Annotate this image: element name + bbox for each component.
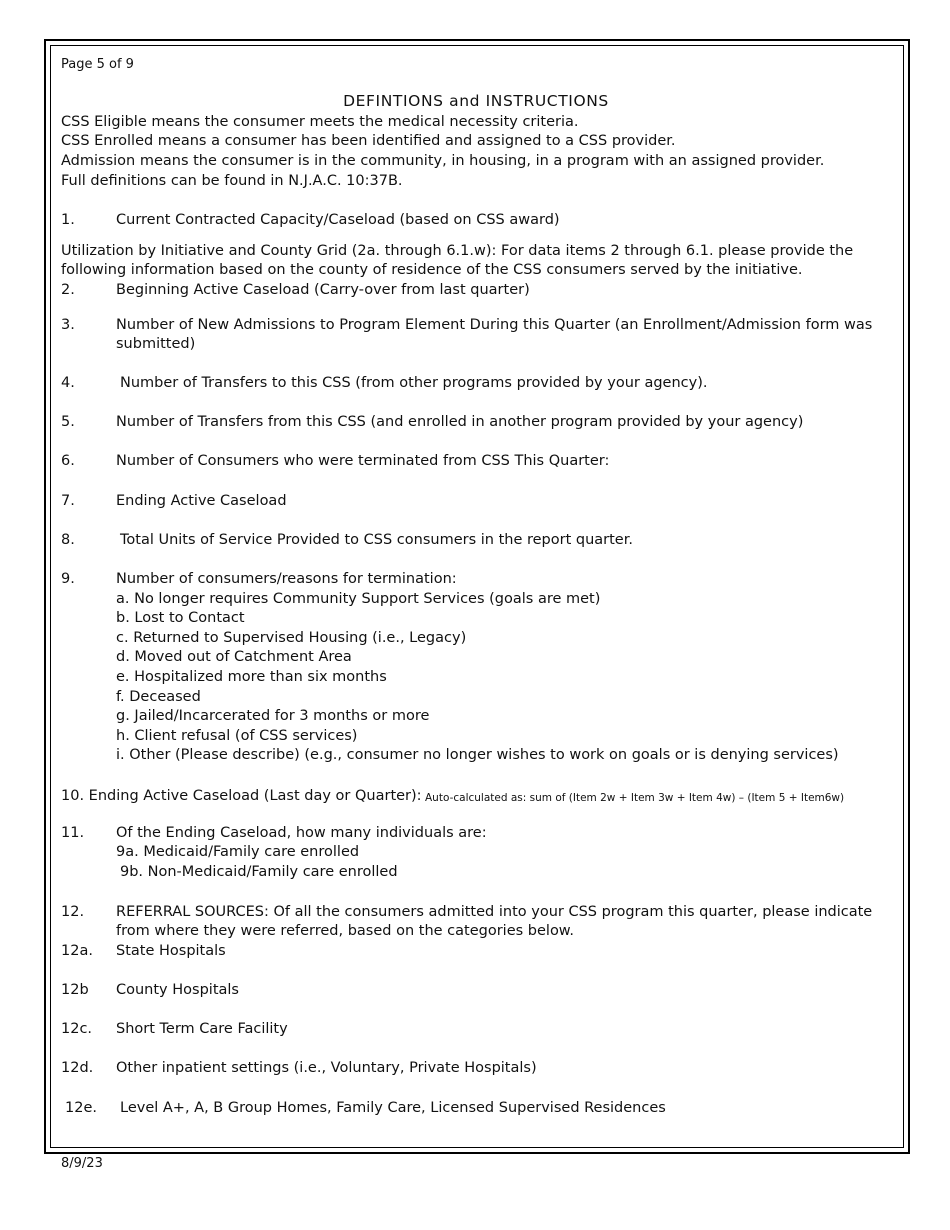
item-number: 12b: [61, 982, 89, 998]
item-number: 12c.: [61, 1021, 93, 1037]
item-text: Of the Ending Caseload, how many individuals are:: [116, 825, 487, 841]
item-number: 8.: [61, 532, 75, 548]
termination-reason: e. Hospitalized more than six months: [116, 669, 387, 685]
auto-calc-note: Auto-calculated as: sum of (Item 2w + Item 3w + Item 4w) – (Item 5 + Item6w): [425, 792, 845, 804]
item-number: 4.: [61, 375, 75, 391]
termination-reason: h. Client refusal (of CSS services): [116, 728, 358, 744]
item-text: from where they were referred, based on the categories below.: [116, 923, 574, 939]
item-number: 2.: [61, 282, 75, 298]
item-text: Total Units of Service Provided to CSS consumers in the report quarter.: [120, 532, 633, 548]
item-text: Number of consumers/reasons for termination:: [116, 571, 457, 587]
item-text: submitted): [116, 336, 196, 352]
termination-reason: f. Deceased: [116, 689, 201, 705]
item-number: 12d.: [61, 1060, 94, 1076]
item-number: 3.: [61, 317, 75, 333]
page-number: Page 5 of 9: [61, 57, 134, 72]
definition-css-eligible: CSS Eligible means the consumer meets the medical necessity criteria.: [61, 114, 579, 130]
utilization-text: Utilization by Initiative and County Grid (2a. through 6.1.w): For data items 2 through 6.1. please provide the: [61, 243, 854, 259]
termination-reason: d. Moved out of Catchment Area: [116, 649, 352, 665]
definition-admission: Admission means the consumer is in the community, in housing, in a program with an assigned provider.: [61, 153, 825, 169]
item-text: State Hospitals: [116, 943, 226, 959]
item-text: Level A+, A, B Group Homes, Family Care, Licensed Supervised Residences: [120, 1100, 666, 1116]
item-text: REFERRAL SOURCES: Of all the consumers admitted into your CSS program this quarter, please indicate: [116, 904, 873, 920]
termination-reason: a. No longer requires Community Support Services (goals are met): [116, 591, 601, 607]
item-number: 12.: [61, 904, 85, 920]
termination-reason: b. Lost to Contact: [116, 610, 245, 626]
item-text: Number of Consumers who were terminated from CSS This Quarter:: [116, 453, 610, 469]
item-number: 5.: [61, 414, 75, 430]
item-text: Other inpatient settings (i.e., Voluntary, Private Hospitals): [116, 1060, 537, 1076]
utilization-text: following information based on the county of residence of the CSS consumers served by the initiative.: [61, 262, 803, 278]
item-text: Number of New Admissions to Program Element During this Quarter (an Enrollment/Admission form was: [116, 317, 873, 333]
termination-reason: c. Returned to Supervised Housing (i.e., Legacy): [116, 630, 467, 646]
item-number: 7.: [61, 493, 75, 509]
item-text: Ending Active Caseload: [116, 493, 287, 509]
footer-date: 8/9/23: [61, 1156, 103, 1171]
definition-css-enrolled: CSS Enrolled means a consumer has been identified and assigned to a CSS provider.: [61, 133, 676, 149]
item-number: 11.: [61, 825, 85, 841]
caseload-category: 9b. Non-Medicaid/Family care enrolled: [120, 864, 398, 880]
item-number: 9.: [61, 571, 75, 587]
item-number: 6.: [61, 453, 75, 469]
item-10-label: 10. Ending Active Caseload (Last day or Quarter):: [61, 788, 422, 804]
item-number: 1.: [61, 212, 75, 228]
item-text: Beginning Active Caseload (Carry-over from last quarter): [116, 282, 530, 298]
caseload-category: 9a. Medicaid/Family care enrolled: [116, 844, 360, 860]
item-text: County Hospitals: [116, 982, 239, 998]
item-text: Number of Transfers from this CSS (and enrolled in another program provided by your agency): [116, 414, 804, 430]
termination-reason: g. Jailed/Incarcerated for 3 months or more: [116, 708, 430, 724]
item-number: 12e.: [65, 1100, 97, 1116]
termination-reason: i. Other (Please describe) (e.g., consumer no longer wishes to work on goals or is denying services): [116, 747, 839, 763]
item-number: 12a.: [61, 943, 93, 959]
item-text: Current Contracted Capacity/Caseload (based on CSS award): [116, 212, 560, 228]
definition-reference: Full definitions can be found in N.J.A.C. 10:37B.: [61, 173, 403, 189]
item-text: Short Term Care Facility: [116, 1021, 288, 1037]
page-title: DEFINTIONS and INSTRUCTIONS: [343, 92, 609, 110]
item-text: Number of Transfers to this CSS (from other programs provided by your agency).: [120, 375, 708, 391]
